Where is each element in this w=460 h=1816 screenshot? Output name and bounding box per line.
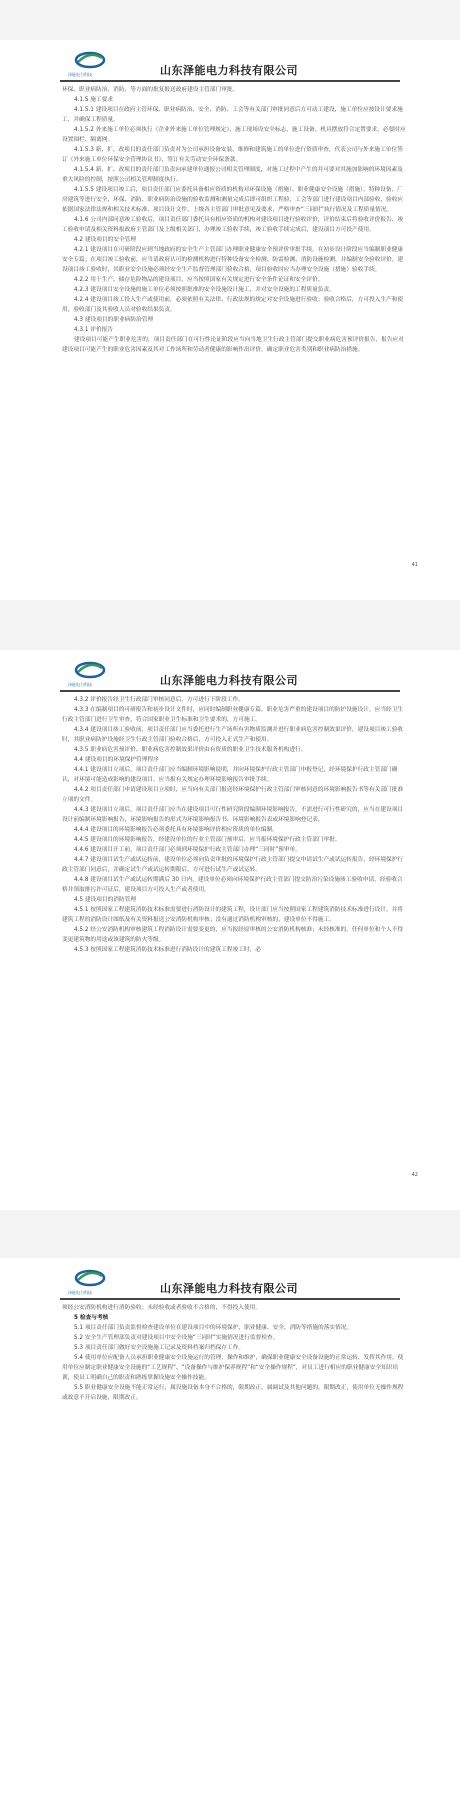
logo-text: 泽能电力科技 [68,682,92,687]
paragraph: 5.1 项目责任部门负责监督检查建设单位在建设项目中的环境保护、职业健康、安全、消防等措施的落实情况。 [74,1325,353,1331]
paragraph: 4.2 建设项目的安全管理 [74,237,137,243]
paragraph: 4.1.5.2 外来施工单位必须执行《企业外来施工单位管理规定》，施工现场设安全标志、施工设备、机具摆放符合定置要求，必要时应设置围栏、隔离网。 [62,127,406,143]
paragraph: 4.3.1 评价报告 [74,327,114,333]
paragraph: 4.3.5 职业病危害预评价、职业病危害控制效果评价由有资质的职业卫生技术服务机构进行。 [74,747,307,753]
paragraph: 建设项目可能产生职业危害的，项目责任部门在可行性论证阶段应当向当地卫生行政主管部门提交职业病危害预评价报告，报告应对建设项目可能产生的职业危害因素及其对工作场所和劳动者健康的影响作出评价，确定职业危害类别和职业病防治措施。 [62,337,404,353]
paragraph: 4.2.1 建设项目在可研阶段应到当地政府的安全生产主管部门办理职业健康安全预评价审批手续，在初步设计阶段应当编制职业健康安全专篇；在项目竣工验收前，应当请政府认可的检测机构进行特种设备安全检测、防雷检测、消防设施检测，并编制安全验收评价，建设项目竣工验收时，其职业安全设施必须经安全生产监督管理部门验收合格，项目验收时应当办理安全设施（措施）验收手续。 [62,247,404,273]
paragraph: 4.1.5.4 新、扩、改项目的责任部门负责向承建单位通报公司相关管理制度，对施工过程中产生的并可要对其施加影响的环境因素及重大风险的控制，按照公司相关管理制度执行。 [62,167,403,183]
paragraph: 5.3 项目责任部门做好安全设施施工记录及资料档案归档保存工作。 [74,1345,245,1351]
page-header [0,40,460,90]
paragraph: 4.5.2 经公安消防机构审核建筑工程消防设计需要变更的，应当报经原审核的公安消防机构核准；未经核准的，任何单位和个人不得变更建筑物的用途或该建筑的防火等级。 [62,927,404,943]
paragraph: 5.4 使用单位应配备人员承担职业健康安全设施运行的管理，操作和维护，确保职业健康安全设备设施的正常运转，发挥其作用。使用单位应制定职业健康安全设施的“工艺规程”、“设备操作与维护保养规程”和“安全操作规程”，对员工进行相应的职业健康安全知识培训，使员工明确自己的职责和熟练掌握设施安全操作技能。 [62,1355,404,1381]
paragraph: 须经公安消防机构进行消防验收；未经验收或者验收不合格的，不得投入使用。 [62,1305,262,1311]
company-name: 山东泽能电力科技有限公司 [160,64,298,77]
page-body [62,1303,408,1403]
paragraph: 4.1.5.5 建设项目竣工后，项目责任部门应委托具备相应资质的机构对环保设施（措施）、职业健康安全设施（措施）、特种设备、厂房建筑等进行安全、环保、消防、职业病防治设施的验收监测和测量完成后即可组织工程验，工会等部门进行建设项目内部验收，验收应依据国家法律法规和相关技术标准、项目设计文件、上级各主管部门审批意见及要求，严格审查“三同时”执行情况及工程质量情况。 [62,187,404,213]
paragraph: 4.3.3 在编制项目的可研报告和初步设计文件时，应同时编制职业健康专篇。职业危害严重的建设项目的防护设施设计，应当经卫生行政主管部门进行卫生审查，符合国家职业卫生标准和卫生要求的，方可施工。 [62,707,404,723]
paragraph: 5 检查与考核 [74,1315,109,1321]
paragraph: 4.4.8 建设项目试生产或试运转期满后 30 日内，建设单位必须向环境保护行政主管部门提交防治污染设施竣工验收申请，经验收合格并领取排污许可证后，建设项目方可投入生产或者使用。 [62,877,403,893]
paragraph: 5.5 职业健康安全设施不能正常运行，属设施设备本身不合格的，限期改正，属调试及其他问题的，限期改正，使用单位无操作规程或故意不开启设施，限期改正。 [62,1385,404,1401]
paragraph: 4.4.3 建设项目立项后，项目责任部门应当在建设项目可行性研究阶段编制环境影响报告，不需进行可行性研究的，应当在建设项目设计前编制环境影响报告，环境影响报告的形式为环境影响报告书、环境影响报告表或环境影响登记表。 [62,807,404,823]
paragraph: 4.4.7 建设项目试生产或试运转前，建设单位必须向负责审批的环境保护行政主管部门提交申请试生产或试运转报告，经环境保护行政主管部门同意后，并确定试生产或试运转期限后，方可进行试生产或试运转。 [62,857,404,873]
page-body [62,695,408,955]
paragraph: 4.3.4 建设项目竣工验收前，项目责任部门应当委托进行生产场所有害物质监测并进行职业病危害控制效果评价，建设项目竣工验收时，其职业病防护设施经卫生行政主管部门验收合格后，方可投入正式生产和使用。 [62,727,404,743]
page-header [0,650,460,700]
header-rule [60,80,400,82]
paragraph: 4.1.5 施工要求 [74,97,114,103]
paragraph: 5.2 安全生产管理部负责对建设项目中安全设施“三同时”实施情况进行监督检查。 [74,1335,279,1341]
paragraph: 4.3 建设项目的职业病防治管理 [74,317,154,323]
page-body [62,85,408,355]
document-page-2 [0,650,460,1210]
paragraph: 环保、职业病防治、消防、等方面的批复报送政府建设主管部门审批。 [62,87,239,93]
logo-text: 泽能电力科技 [68,72,92,77]
paragraph: 4.3.2 评价报告经卫生行政部门审核同意后，方可进行下阶段工作。 [74,697,244,703]
paragraph: 4.5.3 按照国家工程建筑消防技术标准进行消防设计的建筑工程竣工时，必 [74,947,261,953]
paragraph: 4.4.2 项目责任部门申请建设项目立项时，应当向有关部门报送经环境保护行政主管部门审核同意的环境影响报告书等有关部门批准立项的文件。 [62,787,404,803]
paragraph: 4.5 建设项目的消防管理 [74,897,137,903]
paragraph: 4.4.4 建设项目的环境影响报告必须委托具有环境影响评价相应资质的单位编制。 [74,827,278,833]
paragraph: 4.1.6 公司内部同意竣工验收后，项目责任部门委托具有相应资质的机构对建设项目进行验收评价，评价结束后将验收评价报告、竣工验收申请及相关资料报政府主管部门及上级相关部门，办理竣工验收手续，竣工验收手续完成后，建设项目方可投产使用。 [62,217,404,233]
paragraph: 4.2.3 建设项目安全设施的施工单位必须按照批准的安全设施设计施工，并对安全设施的工程质量负责。 [74,287,335,293]
paragraph: 4.1.5.1 建设项目在政府主管环保、职业病防治、安全、消防、工会等有关部门审批同意后方可动工建设，施工单位应按设计要求施工，并确保工程质量。 [62,107,403,123]
document-page-1 [0,40,460,600]
page-number: 42 [411,1172,418,1178]
header-rule [60,690,400,692]
paragraph: 4.4.5 建设项目的环境影响报告，经建设单位的行业主管部门预审后，应当报环境保护行政主管部门审批。 [74,837,341,843]
page-number: 41 [411,562,418,568]
paragraph: 4.2.4 建设项目竣工投入生产或使用前，必须依照有关法律、行政法规的规定对安全设施进行验收；验收合格后，方可投入生产和使用，验收部门及其验收人员对验收结果负责。 [62,297,404,313]
header-rule [60,1298,400,1300]
paragraph: 4.4.6 建设项目开工前，项目责任部门必须到环境保护行政主管部门办理“三同时”预审单。 [74,847,301,853]
logo-text: 泽能电力科技 [68,1290,92,1295]
paragraph: 4.2.2 用于生产、储存危险物品的建设项目，应当按照国家有关规定进行安全条件论证和安全评价。 [74,277,324,283]
paragraph: 4.4 建设项目的环境保护管理程序 [74,757,159,763]
document-page-3 [0,1258,460,1816]
company-name: 山东泽能电力科技有限公司 [160,1282,298,1295]
company-name: 山东泽能电力科技有限公司 [160,674,298,687]
page-header [0,1258,460,1308]
paragraph: 4.4.1 建设项目立项后，项目责任部门应当编制环境影响说明，并向环境保护行政主管部门申报登记，经环境保护行政主管部门确认，对环境可能造成影响的建设项目，应当报有关规定办理环境影响报告审批手续。 [62,767,398,783]
paragraph: 4.1.5.3 新、扩、改项目的责任部门负责对为公司承担设备安装、维修和建筑施工的单位进行资质审查，代表公司与外来施工单位签订《外来施工单位环保安全管理协议书》，签订有关劳动安全环保条款。 [62,147,403,163]
paragraph: 4.5.1 按照国家工程建筑消防技术标准需要进行消防设计的建筑工程，设计部门应当按照国家工程建筑消防技术标准进行设计，并将建筑工程的消防设计图纸及有关资料报送公安消防机构审核；没有通过消防机构审核的，建设单位不得施工。 [62,907,404,923]
